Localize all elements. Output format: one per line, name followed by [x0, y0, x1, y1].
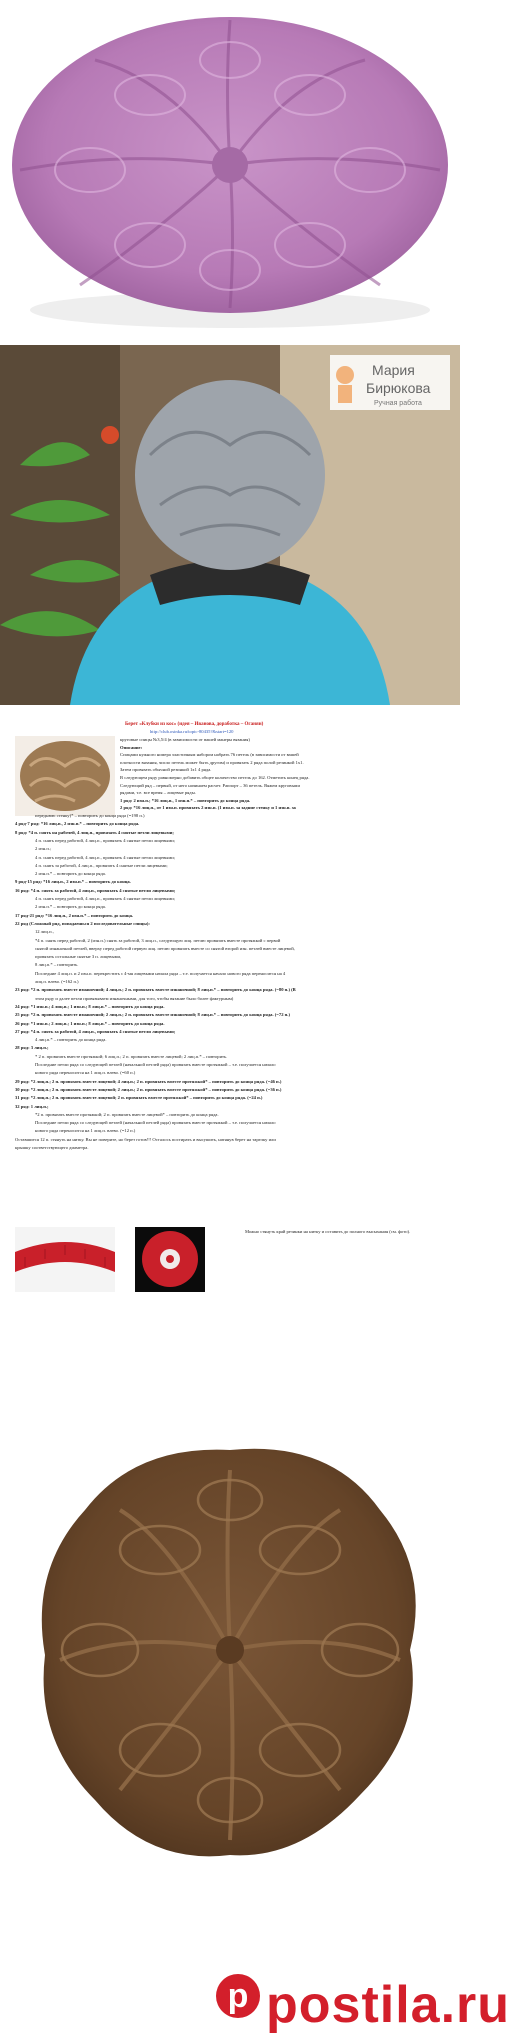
- instruction-line: переднюю стенку)* – повторить до конца ряда (=198 п.): [35, 813, 145, 818]
- note-text: Можно стянуть край резинки на нитку и оставить до полного высыхания (см. фото).: [245, 1229, 411, 1234]
- watermark-tagline: Ручная работа: [374, 400, 422, 407]
- instruction-line: Спицами нужного номера эластичным набором набрать 76 петель (в зависимости от вашей: [120, 752, 299, 758]
- brown-beret-image: [0, 1400, 460, 1930]
- pattern-document: [15, 722, 455, 1342]
- instruction-line: провязать остальные снятые 3 п. лицевыми,: [35, 954, 122, 960]
- pink-beret-image: [0, 0, 460, 340]
- instruction-line: лиц.п. влево. (=162 п.): [35, 979, 79, 984]
- instruction-line: 23 ряд: *2 п. провязать вместе изнаночной; 4 лиц.п.; 2 п. провязать вместе изнаночной; 8 лиц.п.* – повторить до конца ряда. (=80 п.) (В: [15, 987, 296, 993]
- instruction-line: Описание:: [120, 744, 143, 750]
- instruction-line: 9 ряд-15 ряд: *16 лиц.п., 2 изн.п.* – повторить до конца.: [15, 879, 131, 885]
- pattern-title: Берет «Клубки из кос» (идея – Иванова, доработка – Оганян): [125, 722, 264, 727]
- instruction-line: 4 ряд-7 ряд: *16 лиц.п., 2 изн.п.* – повторить до конца ряда.: [15, 821, 140, 827]
- instruction-line: *2 п. провязать вместе протяжкой; 2 п. провязать вместе лицевой* – повторить до конца ряда.: [35, 1111, 219, 1117]
- instruction-line: рядами, т.е. все время – лицевые ряды.: [120, 790, 196, 796]
- instruction-line: Затем провязать обычной резинкой 1х1 4 ряда.: [120, 767, 212, 773]
- instruction-line: 29 ряд: *2 лиц.п.; 2 п. провязать вместе лицевой; 4 лиц.п.; 2 п. провязать вместе протяжкой* – повторить до конца ряда. (=46 п.): [15, 1078, 282, 1084]
- instruction-line: нового ряда переносится на 1 лиц.п. влево. (=12 п.): [35, 1128, 136, 1134]
- instruction-line: 12 лиц.п.,: [35, 929, 54, 935]
- red-knitting-photo-2: [135, 1227, 205, 1292]
- instruction-line: 4 п. снять перед работой, 4 лиц.п., провязать 4 снятые петли лицевыми;: [35, 896, 175, 901]
- instruction-line: 32 ряд: 1 лиц.п.;: [15, 1103, 49, 1109]
- photo-grey-hat-person: [0, 345, 460, 705]
- instruction-line: крышку соответствующего диаметра.: [15, 1145, 89, 1150]
- instruction-line: *4 п. снять перед работой, 2 (изн.п.) снять за работой, 3 лиц.п., следующую лиц. петлю провязать вместе протяжкой с первой: [35, 937, 281, 943]
- instruction-line: 17 ряд-21 ряд: *16 лиц.п., 2 изн.п.* – повторить до конца.: [15, 912, 134, 918]
- instruction-line: * 2 п. провязать вместе протяжкой; 6 лиц.п.; 2 п. провязать вместе лицевой; 2 лиц.п.* – повторить.: [35, 1053, 228, 1059]
- instruction-line: 2 изн.п.* – повторить до конца ряда.: [35, 871, 106, 877]
- instruction-line: 8 лиц.п.* – повторить.: [35, 962, 79, 968]
- logo-mark: p: [227, 1977, 249, 2015]
- instruction-line: 2 ряд: *16 лиц.п., от 1 изн.п. провязать 2 изн.п. (1 изн.п. за задние стенку и 1 изн.п. за: [120, 805, 296, 811]
- instruction-line: нового ряда переносится на 1 лиц.п. влево. (=60 п.): [35, 1070, 136, 1076]
- instruction-line: 22 ряд (Сложный ряд, попадаешься 2 последовательные спицы):: [15, 920, 150, 926]
- instruction-line: 4 п. снять за работой, 4 лиц.п., провязать 4 снятые петли лицевыми;: [35, 862, 168, 868]
- instruction-line: Оставшиеся 12 п. стянуть на нитку. Вы не поверите, но берет готов!!! Осталось постирать и высушить, натянув берет на тарелку или: [15, 1136, 276, 1142]
- instruction-line: 25 ряд: *2 п. провязать вместе изнаночной; 2 лиц.п.; 2 п. провязать вместе изнаночной; 8 лиц.п.* – повторить до конца ряда. (=72 п.): [15, 1012, 290, 1018]
- photo-brown-beret: [0, 1400, 460, 1930]
- instruction-line: 27 ряд: *4 п. снять за работой, 4 лиц.п., провязать 4 снятые петли лицевыми;: [15, 1028, 176, 1034]
- instruction-line: Последние петли ряда со следующей петлей (начальной петлей ряда) провязать вместе протяжкой – т.е. получается начало: [35, 1062, 276, 1067]
- instruction-line: снятой изнаночной петлей, вверху перед работой первую лиц. петлю провязать вместе со снятой второй изн. петлей вместе лицевой,: [35, 945, 295, 951]
- instruction-line: 4 лиц.п.* – повторить до конца ряда.: [35, 1037, 107, 1043]
- instruction-line: Последние петли ряда со следующей петлей (начальной петлей ряда) провязать вместе протяжкой – т.е. получается начало: [35, 1120, 276, 1126]
- instruction-line: этом ряду и далее петли провязываем изнаночными, для того, чтобы вязание было более фактурным): [35, 995, 234, 1001]
- instruction-line: В следующем ряду равномерно добавить общее количество петель до 162. Отметить конец ряда.: [120, 775, 310, 780]
- instruction-line: 2 изн.п.;: [35, 846, 52, 852]
- instruction-line: 24 ряд: *1 изн.п.; 4 лиц.п.; 1 изн.п.; 8 лиц.п.* – повторить до конца ряда.: [15, 1003, 165, 1009]
- photo-pink-beret: [0, 0, 460, 340]
- source-link[interactable]: http://club.osinka.ru/topic-80435?&start=120: [150, 729, 234, 734]
- instruction-line: 8 ряд: *4 п. снять на рабочей, 4 лиц.п., провязать 4 снятые петли лицевыми;: [15, 829, 174, 835]
- swatch-photo: [15, 736, 115, 816]
- instruction-line: Последние 4 лиц.п. и 2 изн.п. перекрестить с 4-мя лицевыми начала ряда – т.е. получается начало нового ряда переносится на 4: [35, 970, 286, 976]
- red-knitting-photo-1: [15, 1227, 115, 1292]
- instruction-line: 30 ряд: *2 лиц.п.; 2 п. провязать вместе лицевой; 2 лиц.п.; 2 п. провязать вместе протяжкой* – повторить до конца ряда. (=36 п.): [15, 1086, 282, 1092]
- watermark-name-1: Мария: [372, 362, 415, 378]
- instruction-line: круговые спицы №3,5/4 (в зависимости от вашей манеры вязания): [120, 737, 250, 742]
- instruction-line: 4 п. снять перед работой, 4 лиц.п., провязать 4 снятые петли лицевыми;: [35, 854, 175, 860]
- instruction-line: 1 ряд: 2 изн.п.; *16 лиц.п., 1 изн.п.* – повторить до конца ряда.: [120, 797, 251, 803]
- instruction-line: 2 изн.п.* – повторить до конца ряда.: [35, 904, 106, 910]
- instruction-line: 16 ряд: *4 п. снять за работой, 4 лиц.п., провязать 4 снятые петли лицевыми;: [15, 887, 176, 893]
- watermark-name-2: Бирюкова: [366, 380, 431, 396]
- instruction-line: 28 ряд: 3 лиц.п.;: [15, 1045, 49, 1051]
- instruction-line: Следующий ряд – первый, от него начинаем расчет. Раппорт – 36 петель. Вяжем круговыми: [120, 782, 300, 788]
- instruction-line: 26 ряд: *1 изн.п.; 2 лиц.п.; 1 изн.п.; 8 лиц.п.* – повторить до конца ряда.: [15, 1020, 165, 1026]
- postila-logo-icon[interactable]: [216, 1974, 260, 2018]
- brand-name[interactable]: postila.ru: [266, 1976, 510, 2034]
- instruction-line: 4 п. снять перед работой, 4 лиц.п., провязать 4 снятые петли лицевыми;: [35, 837, 175, 843]
- instruction-line: 31 ряд: *2 лиц.п.; 2 п. провязать вместе лицевой; 2 п. провязать вместе протяжкой* – повторить до конца ряда. (=24 п.): [15, 1095, 263, 1101]
- grey-hat-image: [0, 345, 460, 705]
- instruction-line: плотности вязания, число петель может быть другим) и провязать 2 ряда полой резинкой 1х1.: [120, 759, 304, 765]
